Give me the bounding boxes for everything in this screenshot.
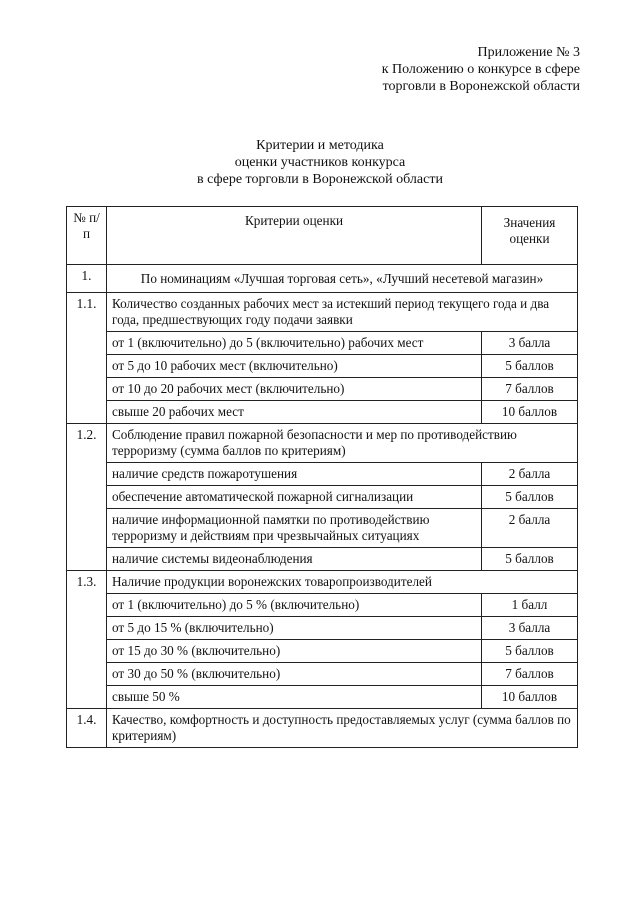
criteria-row <box>67 463 578 486</box>
section-title: Соблюдение правил пожарной безопасности и мер по противодействию терроризму (сумма баллов по критериям) <box>107 424 578 463</box>
header-value: Значения оценки <box>482 207 578 265</box>
criteria-value: 2 балла <box>482 509 578 548</box>
criteria-value: 5 баллов <box>482 548 578 571</box>
criteria-value: 3 балла <box>482 332 578 355</box>
criteria-value: 2 балла <box>482 463 578 486</box>
criteria-text: от 10 до 20 рабочих мест (включительно) <box>107 378 482 401</box>
criteria-row <box>67 640 578 663</box>
appendix-header <box>382 44 580 95</box>
section-num: 1.2. <box>67 424 107 571</box>
criteria-value: 1 балл <box>482 594 578 617</box>
criteria-value: 10 баллов <box>482 401 578 424</box>
criteria-row <box>67 401 578 424</box>
criteria-row <box>67 332 578 355</box>
criteria-row <box>67 486 578 509</box>
criteria-text: обеспечение автоматической пожарной сигнализации <box>107 486 482 509</box>
document-title <box>0 137 640 188</box>
criteria-table <box>66 206 578 748</box>
criteria-text: от 30 до 50 % (включительно) <box>107 663 482 686</box>
criteria-value: 5 баллов <box>482 355 578 378</box>
criteria-value: 5 баллов <box>482 640 578 663</box>
criteria-text: от 1 (включительно) до 5 % (включительно) <box>107 594 482 617</box>
section-title-row <box>67 709 578 748</box>
criteria-row <box>67 617 578 640</box>
section-title: Наличие продукции воронежских товаропроизводителей <box>107 571 578 594</box>
appendix-line: к Положению о конкурсе в сфере <box>381 62 580 77</box>
nomination-row <box>67 265 578 293</box>
section-title: Качество, комфортность и доступность предоставляемых услуг (сумма баллов по критериям) <box>107 709 578 748</box>
criteria-text: от 15 до 30 % (включительно) <box>107 640 482 663</box>
criteria-text: свыше 20 рабочих мест <box>107 401 482 424</box>
criteria-value: 7 баллов <box>482 663 578 686</box>
nomination-num: 1. <box>67 265 107 293</box>
section-title: Количество созданных рабочих мест за истекший период текущего года и два года, предшествующих году подачи заявки <box>107 293 578 332</box>
criteria-value: 3 балла <box>482 617 578 640</box>
criteria-text: от 1 (включительно) до 5 (включительно) рабочих мест <box>107 332 482 355</box>
criteria-text: от 5 до 10 рабочих мест (включительно) <box>107 355 482 378</box>
criteria-row <box>67 509 578 548</box>
criteria-row <box>67 594 578 617</box>
title-line: оценки участников конкурса <box>234 155 406 170</box>
criteria-text: наличие информационной памятки по противодействию терроризму и действиям при чрезвычайных ситуациях <box>107 509 482 548</box>
criteria-row <box>67 378 578 401</box>
appendix-line: торговли в Воронежской области <box>382 79 580 94</box>
criteria-row <box>67 355 578 378</box>
criteria-text: наличие системы видеонаблюдения <box>107 548 482 571</box>
section-num: 1.4. <box>67 709 107 748</box>
nomination-text: По номинациям «Лучшая торговая сеть», «Лучший несетевой магазин» <box>107 265 578 293</box>
criteria-row <box>67 548 578 571</box>
appendix-line: Приложение № 3 <box>477 45 580 60</box>
section-title-row <box>67 424 578 463</box>
criteria-text: от 5 до 15 % (включительно) <box>107 617 482 640</box>
header-num: № п/п <box>67 207 107 265</box>
criteria-row <box>67 686 578 709</box>
section-num: 1.1. <box>67 293 107 424</box>
criteria-text: наличие средств пожаротушения <box>107 463 482 486</box>
table-header-row <box>67 207 578 265</box>
criteria-value: 10 баллов <box>482 686 578 709</box>
title-line: Критерии и методика <box>256 138 384 153</box>
criteria-row <box>67 663 578 686</box>
section-title-row <box>67 293 578 332</box>
title-line: в сфере торговли в Воронежской области <box>197 172 443 187</box>
header-criteria: Критерии оценки <box>107 207 482 265</box>
criteria-value: 7 баллов <box>482 378 578 401</box>
section-num: 1.3. <box>67 571 107 709</box>
criteria-text: свыше 50 % <box>107 686 482 709</box>
section-title-row <box>67 571 578 594</box>
criteria-value: 5 баллов <box>482 486 578 509</box>
